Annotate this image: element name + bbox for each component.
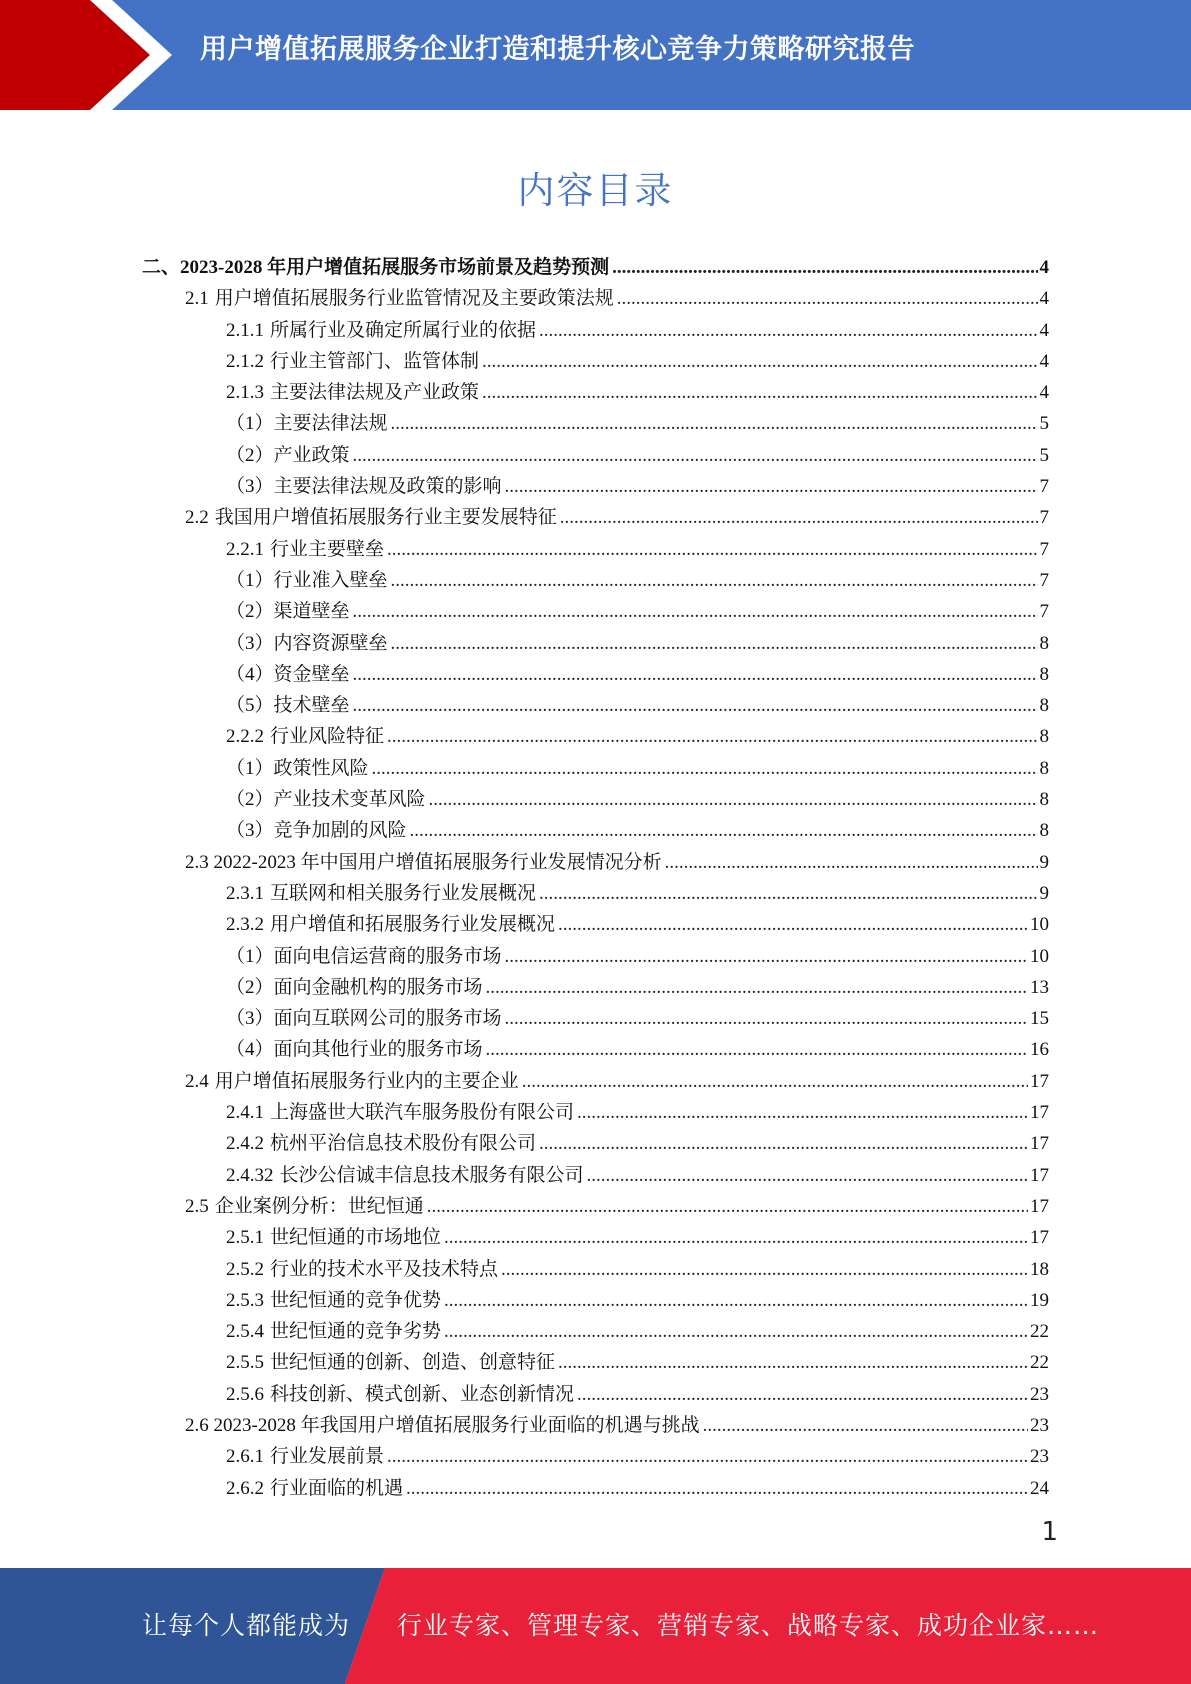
toc-entry-title: （5）技术壁垒 — [226, 695, 350, 717]
toc-entry[interactable] — [0, 721, 1049, 752]
toc-entry-number: 2.5.4 — [226, 1321, 264, 1343]
toc-entry-page: 23 — [1030, 1446, 1049, 1468]
toc-entry[interactable] — [0, 1160, 1049, 1191]
toc-entry-number: 2.5.5 — [226, 1352, 264, 1374]
toc-dot-leader — [558, 1347, 1028, 1378]
toc-entry-title: 世纪恒通的创新、创造、创意特征 — [270, 1352, 556, 1374]
toc-entry-page: 7 — [1039, 476, 1049, 498]
toc-entry-page: 17 — [1030, 1195, 1049, 1217]
toc-dot-leader — [617, 283, 1038, 314]
toc-entry-title: 上海盛世大联汽车服务股份有限公司 — [270, 1102, 575, 1124]
toc-entry-page: 8 — [1039, 820, 1049, 842]
toc-dot-leader — [665, 847, 1038, 878]
toc-entry-page: 22 — [1030, 1352, 1049, 1374]
toc-dot-leader — [505, 1003, 1028, 1034]
toc-entry[interactable] — [0, 440, 1049, 471]
toc-entry-page: 8 — [1039, 726, 1049, 748]
toc-entry-title: 世纪恒通的市场地位 — [270, 1227, 442, 1249]
report-title: 用户增值拓展服务企业打造和提升核心竞争力策略研究报告 — [200, 34, 915, 65]
toc-entry-number: 2.5.1 — [226, 1227, 264, 1249]
toc-dot-leader — [539, 315, 1037, 346]
toc-entry-page: 15 — [1030, 1008, 1049, 1030]
toc-entry[interactable] — [0, 628, 1049, 659]
toc-dot-leader — [387, 534, 1037, 565]
toc-dot-leader — [406, 1473, 1028, 1504]
toc-dot-leader — [444, 1316, 1028, 1347]
toc-entry-title: （1）行业准入壁垒 — [226, 569, 388, 591]
toc-heading: 内容目录 — [517, 169, 674, 212]
toc-entry[interactable] — [0, 690, 1049, 721]
page-header-band — [0, 0, 1191, 110]
toc-entry-title: （2）面向金融机构的服务市场 — [226, 976, 483, 998]
toc-entry-number: 2.4.2 — [226, 1133, 264, 1155]
toc-dot-leader — [391, 565, 1038, 596]
toc-entry-number: 2.4.32 — [226, 1164, 274, 1186]
toc-entry-page: 18 — [1030, 1258, 1049, 1280]
toc-entry[interactable] — [0, 1347, 1049, 1378]
toc-entry[interactable] — [0, 315, 1049, 346]
toc-entry[interactable] — [0, 972, 1049, 1003]
toc-entry[interactable] — [0, 377, 1049, 408]
toc-dot-leader — [522, 1066, 1028, 1097]
toc-dot-leader — [703, 1410, 1028, 1441]
footer-slogan-right: 行业专家、管理专家、营销专家、战略专家、成功企业家…… — [397, 1611, 1100, 1640]
toc-dot-leader — [486, 972, 1028, 1003]
toc-entry-title: 行业风险特征 — [270, 726, 385, 748]
toc-entry-page: 10 — [1030, 945, 1049, 967]
toc-entry-title: 二、2023-2028 年用户增值拓展服务市场前景及趋势预测 — [142, 257, 610, 278]
toc-entry[interactable] — [0, 1034, 1049, 1065]
toc-dot-leader — [444, 1222, 1028, 1253]
toc-entry-page: 7 — [1039, 569, 1049, 591]
toc-entry-title: 我国用户增值拓展服务行业主要发展特征 — [214, 507, 557, 529]
toc-entry-title: （2）渠道壁垒 — [226, 601, 350, 623]
toc-entry-number: 2.2.1 — [226, 538, 264, 560]
toc-entry[interactable] — [0, 878, 1049, 909]
toc-entry[interactable] — [0, 1128, 1049, 1159]
toc-entry-page: 7 — [1039, 507, 1049, 529]
toc-entry-title: （2）产业技术变革风险 — [226, 789, 426, 811]
toc-entry-title: 2.3 2022-2023 年中国用户增值拓展服务行业发展情况分析 — [185, 851, 662, 873]
toc-entry-title: 行业主管部门、监管体制 — [270, 350, 480, 372]
toc-entry-title: 行业主要壁垒 — [270, 538, 385, 560]
toc-entry-number: 2.1.3 — [226, 382, 264, 404]
toc-entry-title: 企业案例分析：世纪恒通 — [214, 1195, 424, 1217]
toc-entry[interactable] — [0, 565, 1049, 596]
toc-entry-page: 13 — [1030, 976, 1049, 998]
toc-entry-page: 5 — [1039, 413, 1049, 435]
toc-entry[interactable] — [0, 408, 1049, 439]
toc-entry[interactable] — [0, 1097, 1049, 1128]
toc-entry-number: 2.2.2 — [226, 726, 264, 748]
toc-entry[interactable] — [0, 1222, 1049, 1253]
toc-dot-leader — [410, 815, 1038, 846]
toc-dot-leader — [486, 1034, 1028, 1065]
toc-entry-page: 8 — [1039, 757, 1049, 779]
toc-entry-page: 22 — [1030, 1321, 1049, 1343]
toc-entry-page: 7 — [1039, 538, 1049, 560]
toc-entry-title: 互联网和相关服务行业发展概况 — [270, 882, 537, 904]
toc-dot-leader — [558, 909, 1028, 940]
toc-entry-title: （4）面向其他行业的服务市场 — [226, 1039, 483, 1061]
toc-entry[interactable] — [0, 1191, 1049, 1222]
toc-entry-title: 世纪恒通的竞争劣势 — [270, 1321, 442, 1343]
toc-dot-leader — [587, 1160, 1028, 1191]
toc-entry-title: 杭州平治信息技术股份有限公司 — [270, 1133, 537, 1155]
toc-entry-page: 4 — [1039, 350, 1049, 372]
toc-entry-page: 8 — [1039, 695, 1049, 717]
toc-entry-page: 23 — [1030, 1383, 1049, 1405]
toc-entry-number: 2.4 — [185, 1070, 209, 1092]
toc-entry-title: （1）政策性风险 — [226, 757, 369, 779]
page-footer-band — [0, 1568, 1191, 1684]
toc-entry-page: 17 — [1030, 1164, 1049, 1186]
toc-entry-page: 5 — [1039, 444, 1049, 466]
toc-dot-leader — [577, 1097, 1028, 1128]
toc-entry-title: 世纪恒通的竞争优势 — [270, 1289, 442, 1311]
toc-entry[interactable] — [0, 941, 1049, 972]
toc-entry[interactable] — [0, 1441, 1049, 1472]
toc-entry-title: （4）资金壁垒 — [226, 663, 350, 685]
toc-entry-page: 4 — [1039, 257, 1049, 278]
toc-entry[interactable] — [0, 346, 1049, 377]
toc-entry-title: 行业面临的机遇 — [270, 1477, 404, 1499]
toc-entry[interactable] — [0, 784, 1049, 815]
toc-entry[interactable] — [0, 659, 1049, 690]
toc-dot-leader — [372, 753, 1038, 784]
toc-entry-page: 9 — [1039, 882, 1049, 904]
toc-entry-title: 科技创新、模式创新、业态创新情况 — [270, 1383, 575, 1405]
toc-dot-leader — [482, 377, 1037, 408]
toc-entry[interactable] — [0, 909, 1049, 940]
toc-entry-title: 主要法律法规及产业政策 — [270, 382, 480, 404]
toc-dot-leader — [501, 1254, 1028, 1285]
toc-dot-leader — [353, 440, 1038, 471]
toc-entry-page: 16 — [1030, 1039, 1049, 1061]
toc-entry-number: 2.2 — [185, 507, 209, 529]
toc-entry-title: 所属行业及确定所属行业的依据 — [270, 319, 537, 341]
footer-slogan-left: 让每个人都能成为 — [142, 1611, 351, 1640]
toc-dot-leader — [444, 1285, 1028, 1316]
toc-entry[interactable] — [0, 1003, 1049, 1034]
toc-entry-title: 用户增值拓展服务行业监管情况及主要政策法规 — [214, 288, 614, 310]
toc-entry-title: 行业的技术水平及技术特点 — [270, 1258, 499, 1280]
toc-entry-number: 2.5.2 — [226, 1258, 264, 1280]
toc-entry-page: 24 — [1030, 1477, 1049, 1499]
toc-entry-title: （1）面向电信运营商的服务市场 — [226, 945, 502, 967]
toc-entry-title: 用户增值拓展服务行业内的主要企业 — [214, 1070, 519, 1092]
toc-entry-page: 17 — [1030, 1102, 1049, 1124]
toc-entry[interactable] — [0, 534, 1049, 565]
toc-dot-leader — [353, 596, 1038, 627]
toc-entry-number: 2.1.2 — [226, 350, 264, 372]
toc-entry-number: 2.5 — [185, 1195, 209, 1217]
toc-dot-leader — [539, 1128, 1028, 1159]
toc-entry[interactable] — [0, 1316, 1049, 1347]
toc-entry-page: 4 — [1039, 319, 1049, 341]
toc-entry-title: 用户增值和拓展服务行业发展概况 — [270, 914, 556, 936]
toc-entry-page: 17 — [1030, 1070, 1049, 1092]
toc-dot-leader — [612, 252, 1037, 283]
toc-entry-page: 9 — [1039, 851, 1049, 873]
toc-entry-number: 2.5.3 — [226, 1289, 264, 1311]
toc-entry[interactable] — [0, 1379, 1049, 1410]
toc-entry-number: 2.5.6 — [226, 1383, 264, 1405]
toc-entry[interactable] — [0, 1066, 1049, 1097]
toc-entry[interactable] — [0, 1285, 1049, 1316]
toc-dot-leader — [505, 941, 1028, 972]
toc-entry-page: 4 — [1039, 382, 1049, 404]
toc-entry-page: 8 — [1039, 663, 1049, 685]
toc-dot-leader — [427, 1191, 1028, 1222]
toc-dot-leader — [391, 628, 1038, 659]
toc-dot-leader — [539, 878, 1037, 909]
toc-entry-number: 2.3.1 — [226, 882, 264, 904]
toc-dot-leader — [353, 659, 1038, 690]
toc-dot-leader — [353, 690, 1038, 721]
toc-entry-page: 7 — [1039, 601, 1049, 623]
toc-entry-page: 17 — [1030, 1133, 1049, 1155]
toc-entry-page: 19 — [1030, 1289, 1049, 1311]
toc-entry[interactable] — [0, 847, 1049, 878]
toc-entry-title: （1）主要法律法规 — [226, 413, 388, 435]
toc-entry-page: 10 — [1030, 914, 1049, 936]
toc-entry[interactable] — [0, 1410, 1049, 1441]
toc-entry-title: （2）产业政策 — [226, 444, 350, 466]
toc-entry-number: 2.6.1 — [226, 1446, 264, 1468]
toc-entry[interactable] — [0, 1473, 1049, 1504]
toc-entry-page: 8 — [1039, 789, 1049, 811]
toc-dot-leader — [505, 471, 1038, 502]
toc-entry[interactable] — [0, 283, 1049, 314]
toc-dot-leader — [482, 346, 1037, 377]
toc-dot-leader — [391, 408, 1038, 439]
toc-entry[interactable] — [0, 1254, 1049, 1285]
toc-entry-page: 17 — [1030, 1227, 1049, 1249]
toc-entry[interactable] — [0, 815, 1049, 846]
toc-entry[interactable] — [0, 502, 1049, 533]
toc-entry-title: 2.6 2023-2028 年我国用户增值拓展服务行业面临的机遇与挑战 — [185, 1414, 700, 1436]
toc-entry-number: 2.3.2 — [226, 914, 264, 936]
toc-dot-leader — [387, 1441, 1028, 1472]
toc-entry-page: 8 — [1039, 632, 1049, 654]
toc-dot-leader — [560, 502, 1038, 533]
toc-entry[interactable] — [0, 753, 1049, 784]
toc-entry-page: 4 — [1039, 288, 1049, 310]
toc-entry[interactable] — [0, 252, 1049, 283]
page-number: 1 — [1041, 1517, 1058, 1547]
toc-entry-title: （3）内容资源壁垒 — [226, 632, 388, 654]
toc-entry-title: 长沙公信诚丰信息技术服务有限公司 — [279, 1164, 584, 1186]
toc-entry-title: （3）面向互联网公司的服务市场 — [226, 1008, 502, 1030]
toc-entry-number: 2.1.1 — [226, 319, 264, 341]
toc-dot-leader — [429, 784, 1038, 815]
toc-entry-page: 23 — [1030, 1414, 1049, 1436]
toc-entry-number: 2.4.1 — [226, 1102, 264, 1124]
toc-entry[interactable] — [0, 596, 1049, 627]
toc-dot-leader — [577, 1379, 1028, 1410]
toc-entry-title: （3）竞争加剧的风险 — [226, 820, 407, 842]
toc-entry-title: （3）主要法律法规及政策的影响 — [226, 476, 502, 498]
toc-dot-leader — [387, 721, 1037, 752]
toc-entry-title: 行业发展前景 — [270, 1446, 385, 1468]
toc-entry-number: 2.6.2 — [226, 1477, 264, 1499]
table-of-contents — [0, 252, 1049, 1504]
toc-entry[interactable] — [0, 471, 1049, 502]
toc-entry-number: 2.1 — [185, 288, 209, 310]
